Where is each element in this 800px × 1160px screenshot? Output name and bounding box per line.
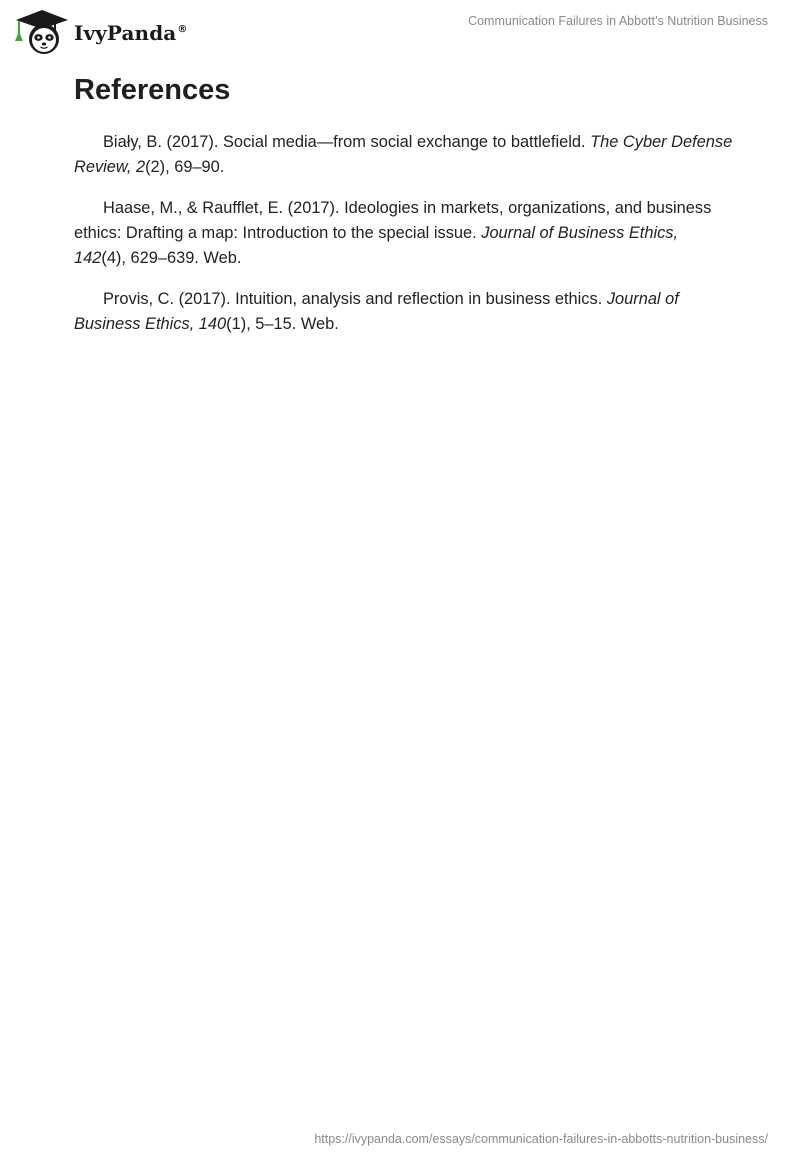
panda-graduate-icon [14, 8, 70, 56]
page-header [0, 0, 800, 60]
page-title: References [74, 74, 231, 106]
journal-title: The Cyber Defense Review, 2 [74, 133, 733, 176]
journal-title: Journal of Business Ethics, 140 [74, 290, 679, 333]
reference-entry: Biały, B. (2017). Social media—from social exchange to battlefield. The Cyber Defense Review, 2(2), 69–90. [74, 133, 733, 176]
reference-entry: Provis, C. (2017). Intuition, analysis and reflection in business ethics. Journal of Business Ethics, 140(1), 5–15. Web. [74, 290, 679, 333]
running-title: Communication Failures in Abbott’s Nutrition Business [468, 14, 768, 28]
logo-wordmark: IvyPanda® [74, 21, 188, 45]
ivypanda-logo[interactable] [14, 8, 187, 56]
source-url-link[interactable]: https://ivypanda.com/essays/communication-failures-in-abbotts-nutrition-business/ [314, 1132, 768, 1146]
reference-entry: Haase, M., & Raufflet, E. (2017). Ideologies in markets, organizations, and business ethics: Drafting a map: Introduction to the special issue. Journal of Business Ethics, 142(4), 629–639. Web. [74, 199, 712, 267]
document-body [74, 72, 734, 353]
journal-title: Journal of Business Ethics, 142 [74, 224, 679, 267]
